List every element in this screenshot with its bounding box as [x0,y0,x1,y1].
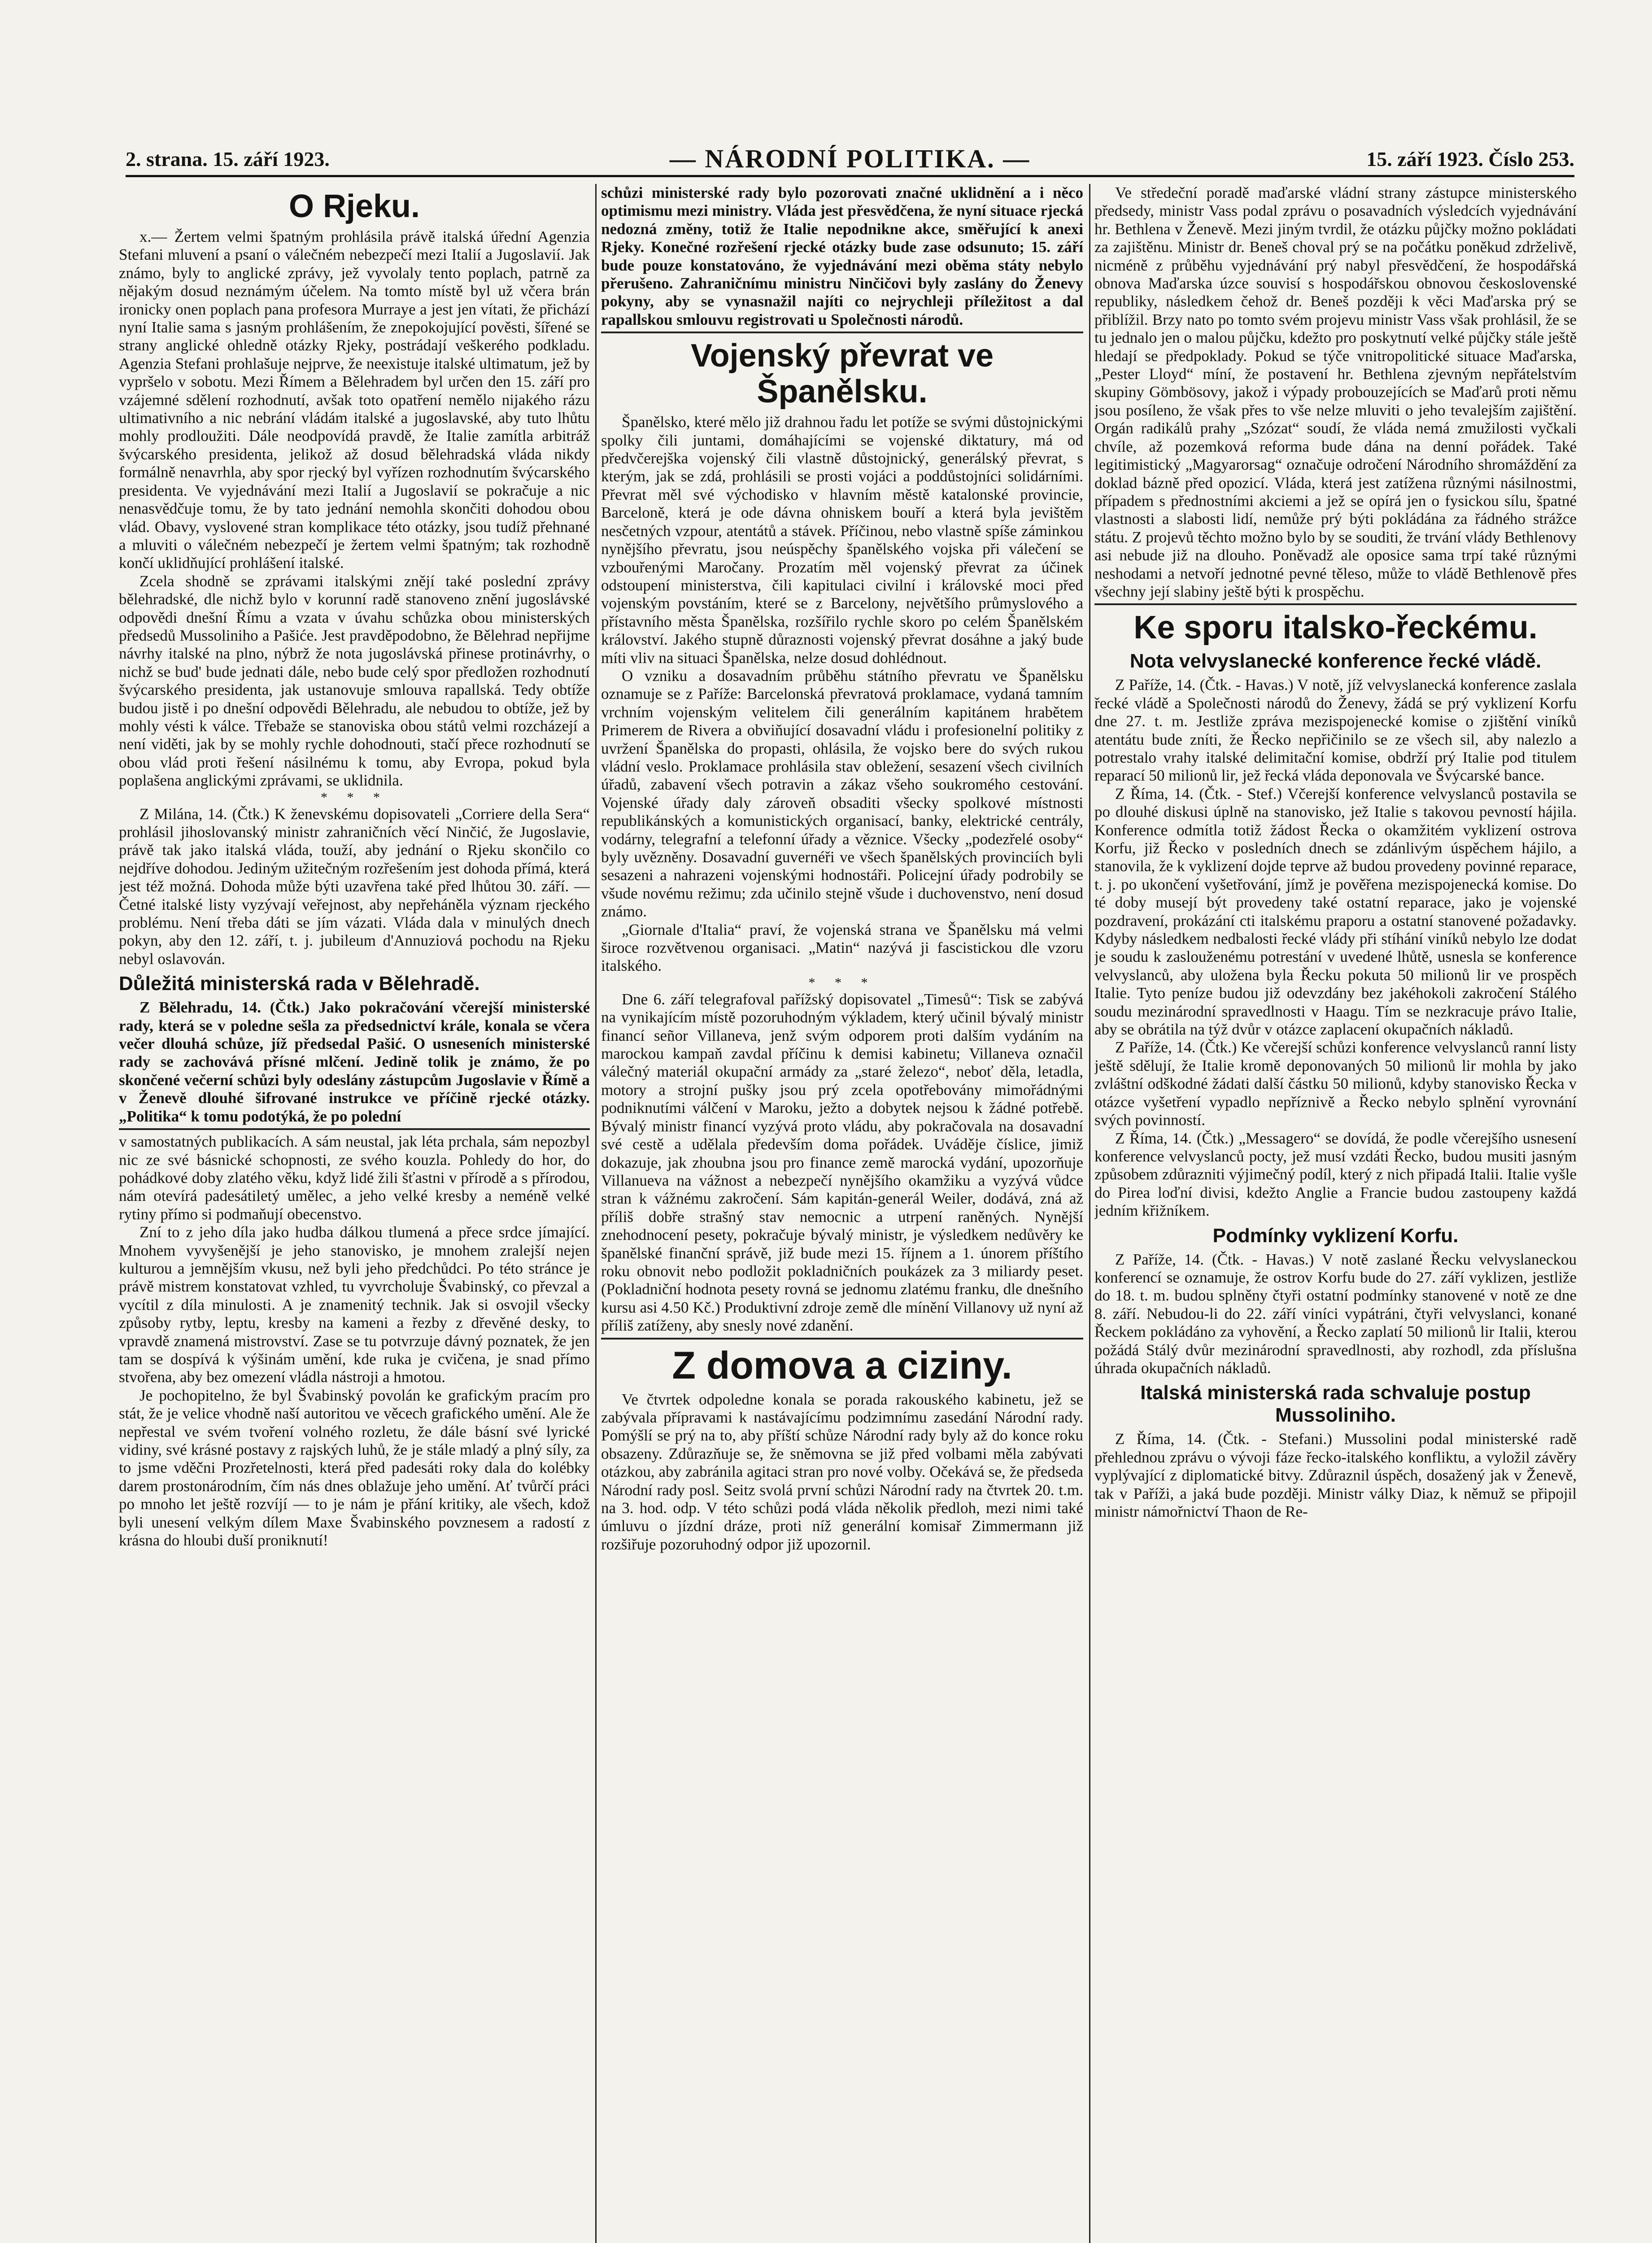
issue-number-right: 15. září 1923. Číslo 253. [1366,148,1574,170]
issue-date-left: 2. strana. 15. září 1923. [126,148,330,170]
column-3 [1094,184,1577,2243]
column-rule-2 [1089,184,1090,2243]
article-paragraph: Ve čtvrtek odpoledne konala se porada rakouského kabinetu, jež se zabývala přípravami k nastávajícímu podzimnímu zasedání Národní rady. Pomýšlí se prý na to, aby příští schůze Národní rady byly až do konce roku obsazeny. Zdůrazňuje se, že sněmovna se již před volbami měla zabývati otázkou, aby zabránila agitaci stran pro nové volby. Očekává se, že předseda Národní rady posl. Seitz svolá první schůzi Národní rady na čtvrtek 20. t.m. na 3. hod. odp. V této schůzi podá vláda několik předloh, mezi nimi také úmluvu o jízdní dráze, proti níž generální komisař Zimmermann již rozšiřuje pozoruhodný odpor již upozornil. [601,1390,1083,1553]
horizontal-rule [601,332,1083,333]
horizontal-rule [601,1338,1083,1340]
article-paragraph: Je pochopitelno, že byl Švabinský povolán ke grafickým pracím pro stát, že je velice vhodně naší autoritou ve věcech grafického umění. Ale že nepřestal ve svém tvoření volného rozletu, že dále básní své lyrické vidiny, své krásné postavy z rajských luhů, že je stále mladý a plný síly, za to jsme vděčni Prozřetelnosti, která před padesáti roky dala do kolébky darem prostonárodním, čím nás dnes oblažuje jeho umění. Ať tvůrčí práci po mnoho let ještě rozvíjí — to je nám je přání kritiky, ale všech, kdož byli unesení velkým dílem Maxe Švabinského povznesem a radostí z krásna do hloubi duší proniknutí! [119,1386,590,1549]
article-paragraph: Španělsko, které mělo již drahnou řadu let potíže se svými důstojnickými spolky čili juntami, domáhajícími se vojenské diktatury, má od předvčerejška vojenský čili vlastně důstojnický, generálský převrat, s kterým, jak se zdá, prohlásili se prosti vojáci a poddůstojníci solidárními. Převrat měl své východisko v hlavním městě katalonské provincie, Barceloně, která je ode dávna ohniskem bouří a která byla jevištěm nesčetných vzpour, atentátů a stávek. Příčinou, nebo vlastně spíše záminkou nynějšího převratu, jsou neúspěchy španělského vojska při válečení se vzbouřenými Maročany. Prozatím měl vojenský převrat za účinek odstoupení ministerstva, čili kapitulaci civilní i královské moci před vojenským povstáním, které se z Barcelony, největšího průmyslového a přístavního města Španělska, rozšířilo rychle skoro po celém Španělském království. Jakého stupně důraznosti vojenský převrat dosáhne a jaký bude míti vliv na situaci Španělska, nelze dosud dohlédnout. [601,413,1083,667]
article-paragraph: Z Říma, 14. (Čtk. - Stef.) Včerejší konference velvyslanců postavila se po dlouhé diskusi úplně na stanovisko, jež Italie s takovou pevností hájila. Konference odmítla totiž žádost Řecka o okamžitém vyklizení ostrova Korfu, již Řecko v posledních dnech se zdánlivým úspěchem hájilo, a stanovila, že k vyklizení dojde teprve až budou provedeny povinné reparace, t. j. po ukončení vyšetřování, jímž je pověřena mezispojenecká komise. Do té doby musejí být provedeny také ostatní reparace, jako je vojenské pozdravení, prokázání cti italskému praporu a ostatní stanovené požadavky. Kdyby následkem nedbalosti řecké vlády při stíhání viníků nebylo lze dodat je soudu k zaslouženému potrestání v uvedené lhůtě, usnesla se konference velvyslanců, aby uložena byla Řecku pokuta 50 milionů lir ve prospěch Italie. Tyto peníze budou již odevzdány bez jakéhokoli zakročení Stálého soudu mezinárodní spravedlnosti v Haagu. Tím se nezkracuje právo Italie, aby se obrátila na týž dvůr v otázce zaplacení okupačních nákladů. [1094,785,1577,1039]
article-paragraph: O vzniku a dosavadním průběhu státního převratu ve Španělsku oznamuje se z Paříže: Barcelonská převratová proklamace, vydaná tamním vrchním vojenským velitelem čili generálním kapitánem hrabětem Primerem de Rivera a obviňující dosavadní vládu i profesionelní politiky z uvržení Španělska do propasti, ohlásila, že vojsko bere do svých rukou vládní veslo. Proklamace prohlásila stav obležení, sesazení všech civilních úřadů, zabavení všech potravin a zákaz všeho soukromého cestování. Vojenské úřady daly zároveň obsaditi všecky spolkové místnosti republikánských a komunistických organisací, banky, elektrické centrály, vodárny, telegrafní a telefonní úřady a věznice. Všecky „podezřelé osoby“ byly uvězněny. Dosavadní guvernéři ve všech španělských provinciích byli sesazeni a nahrazeni vojenskými hodnostáři. Policejní úřady podrobily se všude novému režimu; zda učinilo stejně všude i duchovenstvo, není dosud známo. [601,667,1083,921]
horizontal-rule [1094,603,1577,605]
article-title-italsko-recky: Ke sporu italsko-řeckému. [1133,610,1538,646]
masthead [126,144,1574,177]
section-separator: * * * [321,790,388,805]
article-paragraph: Z Paříže, 14. (Čtk. - Havas.) V notě, jíž velvyslanecká konference zaslala řecké vládě a Společnosti národů do Ženevy, žádá se prý vyklizení Korfu dne 27. t. m. Jestliže zpráva mezispojenecké komise o zjištění viníků atentátu bude zníti, že Řecko nepřičinilo se ze všech sil, aby nalezlo a potrestalo vrahy italské delimitační komise, obdrží prý Italie pod titulem reparací 50 milionů lir, jež řecká vláda deponovala ve Švýcarské bance. [1094,676,1577,785]
article-paragraph: Z Říma, 14. (Čtk.) „Messagero“ se dovídá, že podle včerejšího usnesení konference velvyslanců pocty, jež musí vzdáti Řecko, budou musiti jasným způsobem zdůrazniti výjimečný podíl, který z nich připadá Italii. Italie vyšle do Pirea loďní divisi, kdežto Anglie a Francie budou zastoupeny každá jedním křižníkem. [1094,1129,1577,1220]
horizontal-rule [119,1128,590,1130]
article-paragraph: Dne 6. září telegrafoval pařížský dopisovatel „Timesů“: Tisk se zabývá na vynikajícím místě pozoruhodným výkladem, který učinil bývalý ministr financí señor Villaneva, jenž svým odporem proti dalším vydáním na marockou kampaň zavdal příčinu k demisi kabinetu; Villaneva označil válečný materiál okupační armády za „staré železo“, neboť děla, letadla, motory a strojní pušky jsou prý zcela opotřebovány mimořádnými podniknutími válčení v Maroku, ježto a dobytek nejsou k žádné potřebě. Bývalý ministr financí vyzývá proto vládu, aby pokračovala na dosavadní své cestě a udělala především doma pořádek. Uváděje číslice, jimiž dokazuje, jak zhoubna jsou pro finance země marocká vydání, upozorňuje Villanueva na vážnost a nebezpečí nynějšího okamžiku a vyzývá vůdce stran k vážnému zakročení. Sám kapitán-generál Weiler, dodává, zná až příliš dobře strašný stav nemocnic a utrpení raněných. Nynější znehodnocení pesety, pokračuje bývalý ministr, je výsledkem nedůvěry ke španělské finanční správě, již bude mezi 15. říjnem a 1. únorem příštího roku obnovit nebo podložit pokladničních poukázek za 3 miliardy peset. (Pokladniční hodnota pesety rovná se jednomu zlatému franku, dle dnešního kursu asi 4.50 Kč.) Produktivní zdroje země dle mínění Villanovy už nyní až příliš zatíženy, aby snesly nové zdanění. [601,990,1083,1335]
subheading-ministerska-rada: Důležitá ministerská rada v Bělehradě. [119,973,480,995]
article-paragraph: Z Říma, 14. (Čtk. - Stefani.) Mussolini podal ministerské radě přehlednou zprávu o vývoji fáze řecko-italského konfliktu, a vyložil závěry vyplývající z diplomatické bitvy. Zdůraznil úspěch, dosažený jak v Ženevě, tak v Paříži, a jaká bude později. Ministr války Diaz, k němuž se připojil ministr námořnictví Thaon de Re- [1094,1430,1577,1520]
subheading-korfu: Podmínky vyklizení Korfu. [1212,1224,1459,1247]
article-paragraph: x.— Žertem velmi špatným prohlásila právě italská úřední Agenzia Stefani mluvení a psaní o válečném nebezpečí mezi Italií a Jugoslavií. Jak známo, byly to anglické zprávy, jež vyvolaly tento poplach, patrně za nějakým dosud neznámým účelem. Na tomto místě byl už včera brán ironicky onen poplach pana profesora Murraye a jest jen vítati, že přichází nyní Italie sama s jasným prohlášením, že znepokojující pověsti, šířené se strany anglické ohledně otázky Rjeky, postrádají veškerého podkladu. Agenzia Stefani prohlašuje nejprve, že neexistuje italské ultimatum, jež by vypršelo v sobotu. Mezi Římem a Bělehradem byl určen den 15. září pro vzájemné sdělení rozhodnutí, avšak toto opatření nemělo nijakého rázu ultimativního a nic nebrání vládám italské a jugoslavské, aby tuto lhůtu mohly prodloužiti. Dále neodpovídá pravdě, že Italie zamítla arbitráž švýcarského presidenta, jelikož až dosud bělehradská vláda nikdy formálně nenavrhla, aby spor rjecký byl vyřízen rozhodnutím švýcarského presidenta. Ve vyjednávání mezi Italií a Jugoslavií se pokračuje a nic nenasvědčuje tomu, že by tato jednání nemohla skončiti dohodou obou vlád. Obavy, vyslovené stran komplikace této otázky, jsou tudíž přehnané a mluviti o válečném nebezpečí je žertem velmi špatným; tak rozhodně končí uklidňující prohlášení italské. [119,228,590,572]
article-paragraph: Ve středeční poradě maďarské vládní strany zástupce ministerského předsedy, ministr Vass podal zprávu o posavadních výsledcích vyjednávání hr. Bethlena v Ženevě. Mezi jiným tvrdil, že otázku půjčky možno pokládati za zajištěnu. Ministr dr. Beneš choval prý se na počátku poněkud zdrželivě, nicméně z průběhu vyjednávání prý nabyl přesvědčení, že hospodářská obnova Maďarska úzce souvisí s hospodářskou obnovou československé republiky, následkem čehož dr. Beneš později k věci Maďarska prý se přiblížil. Brzy nato po tomto svém projevu ministr Vass však prohlásil, že se tu jednalo jen o malou půjčku, kdežto pro poskytnutí velké půjčky stále ještě hledají se předpoklady. Pokud se týče vnitropolitické situace Maďarska, „Pester Lloyd“ míní, že postavení hr. Bethlena zjevným nepřátelstvím skupiny Gömbösovy, jakož i výpady probouzejících se Maďarů proti němu jsou posíleno, že však přes to vše nelze mluviti o jeho tevalejším zajištění. Orgán radikálů prahy „Szózat“ soudí, že vláda nemá zmužilosti vyčkali chvíle, až pozemková reforma bude dána na denní pořádek. Také legitimistický „Magyarorsag“ označuje odročení Národního shromáždění za doklad bázně před opozicí. Vláda, která jest zatížena různými násilnostmi, případem s přednostními akciemi a jež se opírá jen o fysickou sílu, špatné vlastnosti a slabosti lidí, nemůže prý býti pokládána za řádného strážce státu. Z projevů těchto možno bylo by se souditi, že trvání vlády Bethlenovy asi nebude již na dlouho. Poněvadž ale oposice sama trpí také různými neshodami a netvoří jednotné pevné těleso, může to vládě Bethlenově přes všechny její slabiny ještě býti k prospěchu. [1094,184,1577,600]
article-paragraph: v samostatných publikacích. A sám neustal, jak léta prchala, sám nepozbyl nic ze své básnické schopnosti, ze svého kouzla. Pohledy do hor, do pohádkové doby zlatého věku, když lidé žili šťastni v přírodě a s přírodou, nám otevírá padesátiletý umělec, a jeho velké kresby a neméně velké rytiny přímo si podmaňují obecenstvo. [119,1133,590,1223]
article-paragraph: Zní to z jeho díla jako hudba dálkou tlumená a přece srdce jímající. Mnohem vyvyšenější je jeho stanovisko, je mnohem zralejší nejen kulturou a jemnějším vkusu, než byli jeho předchůdci. Po této stránce je právě mistrem konstatovat vzhled, tu vyvrcholuje Švabinský, co převzal a vycítil z díla minulosti. A je znamenitý technik. Jak si osvojil všecky způsoby rytby, leptu, kresby na kameni a řezby z dřevěné desky, to vpravdě znamená mistrovství. Zase se tu potvrzuje dávný poznatek, že jen tam se dospívá k výšinám umění, kde ruka je cvičena, je snad přímo stvořena, aby bez omezení vládla nástroji a hmotou. [119,1223,590,1386]
article-title-spanelsko: Vojenský převrat ve Španělsku. [690,338,994,410]
article-paragraph: Z Paříže, 14. (Čtk.) Ke včerejší schůzi konference velvyslanců ranní listy ještě sdělují, že Italie kromě deponovaných 50 milionů lir mohla by jako zvláštní odškodné žádati další částku 50 milionů, kdyby stanovisko Řecka v otázce vyšetření vypadlo nepříznivě a Řecko nebylo splnění vyrovnání svých povinností. [1094,1039,1577,1129]
section-title-domov: Z domova a ciziny. [672,1344,1012,1387]
column-1 [119,184,590,2243]
article-paragraph: Z Paříže, 14. (Čtk. - Havas.) V notě zaslané Řecku velvyslaneckou konferencí se oznamuje, že ostrov Korfu bude do 27. září vyklizen, jestliže do 18. t. m. budou splněny čtyři ostatní podmínky stanovené v notě ze dne 8. září. Nebudou-li do 22. září viníci vypátráni, čtyři velvyslanci, konané Řeckem pokládáno za vyhovění, a Řecko zaplatí 50 milionů lir Italii, kterou požádá Stálý dvůr mezinárodní spravedlnosti, aby rozhodl, zda příslušna úhrada okupačních nákladů. [1094,1250,1577,1377]
column-2 [601,184,1083,2243]
article-paragraph: schůzi ministerské rady bylo pozorovati značné uklidnění a i něco optimismu mezi ministry. Vláda jest přesvědčena, že nyní situace rjecká nedozná změny, totiž že Italie nepodnikne akce, směřující k anexi Rjeky. Konečné rozřešení rjecké otázky bude zase odsunuto; 15. září bude pouze konstatováno, že vyjednávání mezi oběma státy nebylo přerušeno. Zahraničnímu ministru Ninčičovi byly zaslány do Ženevy pokyny, aby se vynasnažil najíti co nejrychleji příležitost a dal rapallskou smlouvu registrovati u Společnosti národů. [601,184,1083,328]
newspaper-title: — NÁRODNÍ POLITIKA. — [669,144,1031,173]
article-paragraph: Zcela shodně se zprávami italskými znějí také poslední zprávy bělehradské, dle nichž bylo v korunní radě stanoveno znění jugoslávské odpovědi dnešní Římu a vzata v úvahu schůzka obou ministerských předsedů Mussoliniho a Pašiće. Jest pravděpodobno, že Bělehrad nepřijme návrhy italské na plno, nýbrž že nota jugoslávská přinese protinávrhy, o nichž se bud' bude jednati dále, nebo bude celý spor předložen rozhodnutí švýcarského presidenta, jak ustanovuje smlouva rapallská. Tedy obtíže budou jistě i po dnešní odpovědi Bělehradu, ale nebudou to obtíže, jež by mohly vésti k válce. Třebaže se stanoviska obou států velmi rozcházejí a není viděti, jak by se mohly rychle dohodnouti, stačí přece rozhodnutí se obou vlád proti řešení násilnému k tomu, aby Evropa, pokud byla poplašena anglickými zprávami, se uklidnila. [119,572,590,790]
article-paragraph: Z Milána, 14. (Čtk.) K ženevskému dopisovateli „Corriere della Sera“ prohlásil jihoslovanský ministr zahraničních věcí Ninčić, že Jugoslavie, právě tak jako italská vláda, touží, aby jednání o Rjeku skončilo co nejdříve dohodou. Jediným užitečným rozřešením jest dohoda přímá, která jest též možná. Dohoda může býti uzavřena také před lhůtou 30. září. — Četné italské listy vyzývají veřejnost, aby nepřeháněla význam rjeckého problému. Není třeba dáti se jím vázati. Vláda dala v minulých dnech pokyn, aby den 12. září, t. j. jubileum d'Annuziová pochodu na Rjeku nebyl oslavován. [119,805,590,968]
subheading-nota: Nota velvyslanecké konference řecké vládě. [1129,650,1542,672]
column-rule-1 [595,184,597,2243]
article-paragraph: „Giornale d'Italia“ praví, že vojenská strana ve Španělsku má velmi široce rozvětvenou organisaci. „Matin“ nazývá ji fascistickou dle vzoru italského. [601,921,1083,975]
subheading-mussolini: Italská ministerská rada schvaluje postup Mussoliniho. [1140,1382,1531,1427]
article-paragraph: Z Bělehradu, 14. (Čtk.) Jako pokračování včerejší ministerské rady, která se v poledne sešla za předsednictví krále, konala se včera večer dlouhá schůze, jíž předsedal Pašić. O usneseních ministerské rady se zachovává přísné mlčení. Jedině tolik je známo, že po skončené večerní schůzi byly odeslány zástupcům Jugoslavie v Římě a v Ženevě dlouhé šifrované instrukce ve příčině rjecké otázky. „Politika“ k tomu podotýká, že po polední [119,999,590,1125]
article-title-rjeka: O Rjeku. [288,188,420,224]
section-separator: * * * [808,975,876,990]
